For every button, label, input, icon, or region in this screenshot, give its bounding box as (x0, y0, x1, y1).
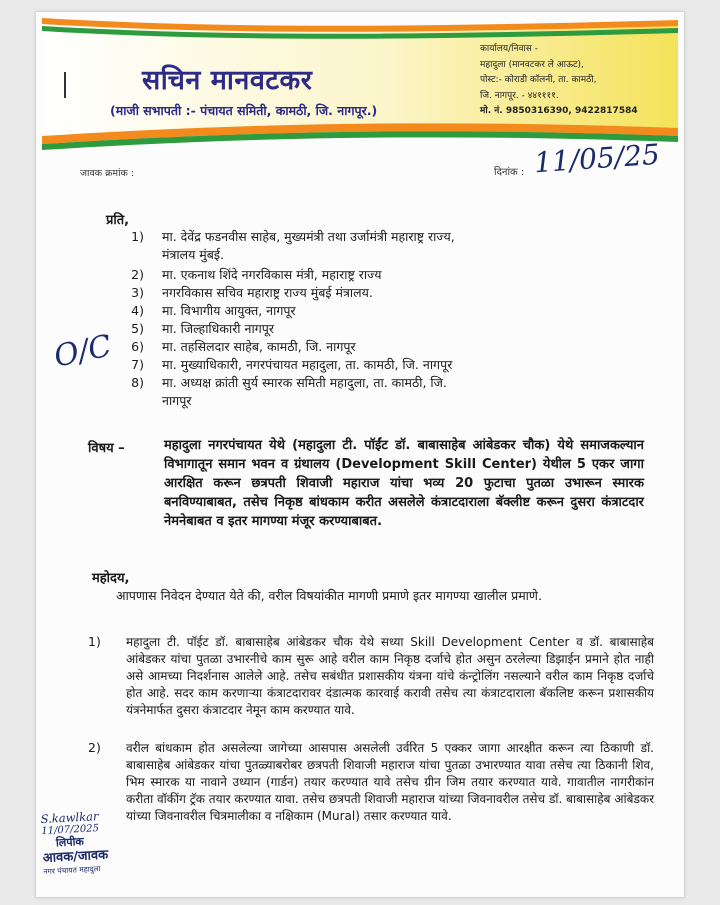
recipient-text: नागपूर (162, 393, 192, 408)
outward-number-label: जावक क्रमांक : (80, 168, 135, 179)
letter-page (36, 12, 684, 897)
recipient-number: 3) (131, 285, 144, 300)
address-line: जि. नागपूर. - ४४११११. (480, 90, 559, 101)
recipient-number: 2) (131, 267, 144, 282)
recipient-text: मा. तहसिलदार साहेब, कामठी, जि. नागपूर (162, 339, 356, 354)
point-number: 2) (88, 740, 101, 755)
date-label: दिनांक : (494, 167, 525, 178)
stamp-signature: S.kawlkar (40, 809, 99, 827)
recipient-text: मंत्रालय मुंबई. (162, 247, 225, 262)
recipient-number: 8) (131, 375, 144, 390)
recipient-number: 5) (131, 321, 144, 336)
recipient-text: मा. देवेंद्र फडनवीस साहेब, मुख्यमंत्री तथा उर्जामंत्री महाराष्ट्र राज्य, (162, 229, 455, 244)
address-line: महादुला (मानवटकर ले आऊट), (480, 59, 584, 70)
point-paragraph: वरील बांधकाम होत असलेल्या जागेच्या आसपास असलेली उर्वरित 5 एक्कर जागा आरक्षीत करून त्या ठिकाणी डॉ. बाबासाहेब आंबेडकर यांचा पुतळ्याबरोबर छत्रपती शिवाजी महाराज यांचा पुतळा उभारण्यात यावा तसेच त्या ठिकानी शिव, भिम स्मारक या नावाने उध्यान (गार्डन) तयार करण्यात यावे तसेच ग्रीन जिम तयार करण्यात यावे. गावातील नागरीकांन करीता वॉकींग ट्रॅक तयार करण्यात यावा. तसेच छत्रपती शिवाजी महाराज यांच्या जिवनावरील तसेच डॉ. बाबासाहेब आंबेडकर यांच्या जिवनावरील चित्रमालीका व नक्षिकाम (Mural) तसार करण्यात यावे. (126, 741, 654, 823)
address-phone: मो. नं. 9850316390, 9422817584 (480, 106, 638, 116)
stamp-office-line: आवक/जावक (42, 847, 109, 867)
stamp-office-line: लिपीक (55, 834, 85, 850)
address-line: कार्यालय/निवास - (480, 44, 539, 54)
recipient-text: नगरविकास सचिव महाराष्ट्र राज्य मुंबई मंत्रालय. (162, 285, 373, 300)
inward-stamp (40, 808, 123, 877)
handwritten-date: 11/05/25 (533, 137, 661, 180)
recipient-text: मा. विभागीय आयुक्त, नागपूर (162, 303, 296, 318)
recipient-number: 7) (131, 357, 144, 372)
letterhead-address (480, 42, 638, 120)
subject-label: विषय – (88, 441, 125, 456)
recipient-number: 4) (131, 303, 144, 318)
margin-mark (64, 72, 66, 98)
stamp-date: 11/07/2025 (41, 823, 100, 838)
letterhead-name: सचिन मानवटकर (142, 65, 313, 96)
point-paragraph: महादुला टी. पॉईट डॉ. बाबासाहेब आंबेडकर चौक येथे सध्या Skill Development Center व डॉ. बाबासाहेब आंबेडकर यांचा पुतळा उभारनीचे काम सुरू आहे वरील काम निकृष्ठ दर्जाचे होत असुन ठरलेल्या डिझाईन प्रमाने होत नाही असे आमच्या निदर्शनास आलेले आहे. तसेच सबंधीत प्रशासकीय यंत्रना यांचे कंन्ट्रोलिंग नसल्याने वरील काम निकृष्ठ दर्जाचे होत आहे. सदर काम करणाऱ्या कंत्राटदारावर दंडात्मक कारवाई करावी तसेच त्या कंत्राटदाराला बॅकलिष्ट करून प्रशासकीय यंत्रनेमार्फत दुसरा कंत्राटदार नेमून काम करण्यात यावे. (126, 635, 654, 717)
stamp-office-line: नगर पंचायत महादुला (43, 864, 101, 877)
salutation: महोदय, (92, 571, 130, 586)
recipient-text: मा. मुख्याधिकारी, नगरपंचायत महादुला, ता. कामठी, जि. नागपूर (162, 357, 453, 372)
address-line: पोस्ट:- कोराडी कॉलनी, ता. कामठी, (480, 75, 597, 85)
recipient-number: 6) (131, 339, 144, 354)
intro-paragraph: आपणास निवेदन देण्यात येते की, वरील विषयांकीत मागणी प्रमाणे इतर मागण्या खालील प्रमाणे. (116, 588, 542, 603)
letterhead (42, 16, 678, 158)
recipients-heading: प्रति, (106, 213, 130, 228)
recipient-text: मा. जिल्हाधिकारी नागपूर (162, 321, 274, 336)
recipient-number: 1) (131, 229, 144, 244)
point-number: 1) (88, 634, 101, 649)
letterhead-designation: (माजी सभापती :- पंचायत समिती, कामठी, जि. नागपूर.) (110, 103, 378, 118)
handwritten-oc-note: O/C (50, 328, 115, 375)
recipient-text: मा. एकनाथ शिंदे नगरविकास मंत्री, महाराष्ट्र राज्य (162, 267, 382, 282)
subject-text: महादुला नगरपंचायत येथे (महादुला टी. पॉईंट डॉ. बाबासाहेब आंबेडकर चौक) येथे समाजकल्यान विभागातून समान भवन व ग्रंथालय (Development Skill Center) येथील 5 एकर जागा आरक्षित करून छत्रपती शिवाजी महाराज यांचा भव्य 20 फुटाचा पुतळा उभारून स्मारक बनविण्याबाबत, तसेच निकृष्ठ बांधकाम करीत असलेले कंत्राटदाराला बॅक्लीष्ट करून दुसरा कंत्राटदार नेमनेबाबत व इतर मागण्या मंजूर करण्याबाबत. (164, 438, 644, 529)
recipient-text: मा. अध्यक्ष क्रांती सुर्य स्मारक समिती महादुला, ता. कामठी, जि. (162, 375, 447, 390)
